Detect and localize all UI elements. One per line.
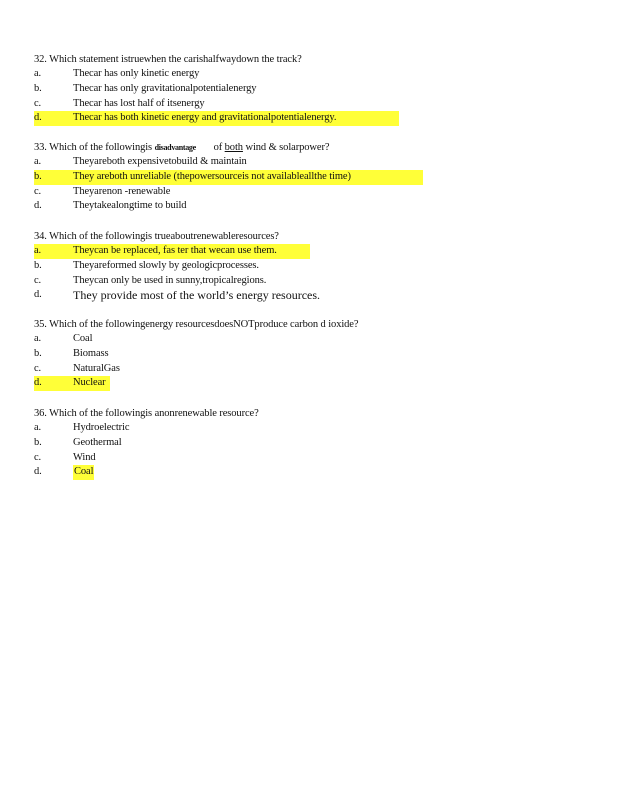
option-b: b. Thecar has only gravitationalpotentialenergy — [34, 82, 257, 94]
question-text: 35. Which of the followingenergy resourcesdoesNOTproduce carbon d ioxide? — [34, 319, 359, 330]
option-d: d. Theytakealongtime to build — [34, 200, 187, 212]
option-c: c. Theyarenon -renewable — [34, 185, 171, 197]
option-c: c. Wind — [34, 451, 96, 463]
option-a: a. Hydroelectric — [34, 422, 130, 433]
option-d: d. Coal — [34, 465, 434, 480]
option-d-highlighted: d. Nuclear — [34, 376, 110, 391]
option-b: b. Biomass — [34, 347, 109, 359]
question-text: 36. Which of the followingis anonrenewable resource? — [34, 408, 259, 419]
option-d-highlighted: d. Thecar has both kinetic energy and gravitationalpotentialenergy. — [34, 111, 399, 126]
question-34 — [34, 229, 434, 303]
question-32 — [34, 52, 434, 126]
option-b-highlighted: b. They areboth unreliable (thepowersourceis not availableallthe time) — [34, 170, 423, 185]
option-a: a. Thecar has only kinetic energy — [34, 68, 200, 79]
option-d: d. They provide most of the world’s energy resources. — [34, 288, 321, 303]
option-c: c. Theycan only be used in sunny,tropicalregions. — [34, 274, 267, 286]
option-a: a. Theyareboth expensivetobuild & maintain — [34, 156, 247, 167]
question-text: 33. Which of the followingis disadvantage of both wind & solarpower? — [34, 142, 330, 153]
question-36 — [34, 406, 434, 480]
question-text: 32. Which statement istruewhen the carishalfwaydown the track? — [34, 54, 302, 65]
question-33 — [34, 140, 434, 214]
option-b: b. Theyareformed slowly by geologicprocesses. — [34, 259, 259, 271]
question-text: 34. Which of the followingis trueaboutrenewableresources? — [34, 231, 279, 242]
option-c: c. Thecar has lost half of itsenergy — [34, 97, 205, 109]
option-a: a. Coal — [34, 333, 93, 344]
option-c: c. NaturalGas — [34, 362, 120, 374]
question-35 — [34, 317, 434, 391]
option-b: b. Geothermal — [34, 436, 122, 448]
option-a-highlighted: a. Theycan be replaced, fas ter that wecan use them. — [34, 244, 310, 259]
